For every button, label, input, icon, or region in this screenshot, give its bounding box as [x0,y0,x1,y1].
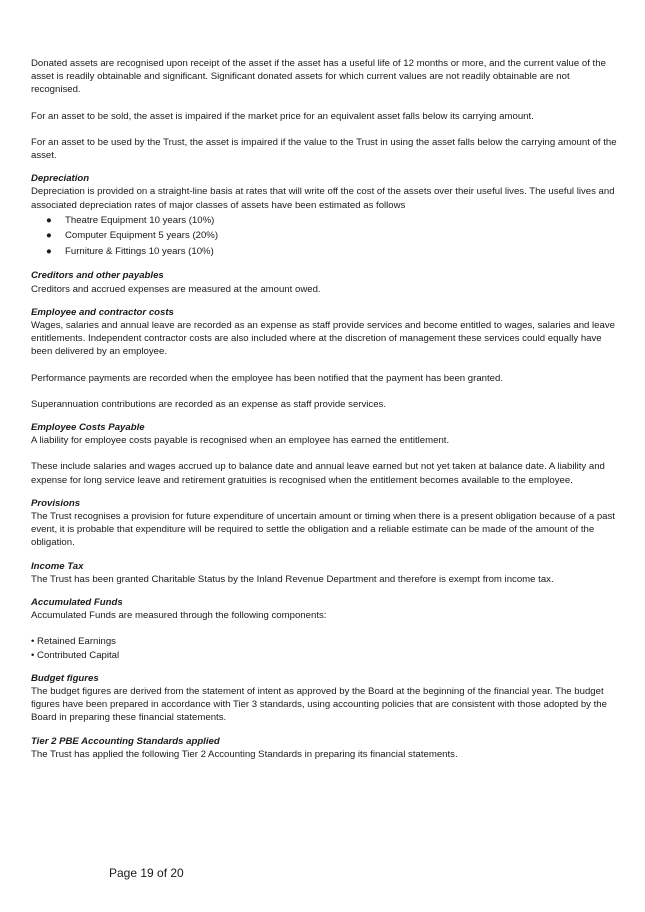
provisions-text: The Trust recognises a provision for future expenditure of uncertain amount or timing when there is a present obligation because of a past event, it is probable that expenditure will be required to settle the obligation and a reliable estimate can be made of the amount of the obligation. [31,510,615,549]
asset-sold-paragraph: For an asset to be sold, the asset is impaired if the market price for an equivalent asset falls below its carrying amount. [31,110,534,122]
accumulated-funds-list [31,635,621,661]
employee-costs-heading: Employee and contractor costs [31,306,174,318]
list-item: • Retained Earnings [31,636,116,648]
bullet-icon: ● [46,214,52,226]
budget-text: The budget figures are derived from the statement of intent as approved by the Board at the beginning of the financial year. The budget figures have been prepared in accordance with Tier 3 standards, using accounting policies that are consistent with those adopted by the Board in preparing these financial statements. [31,686,607,724]
income-tax-heading: Income Tax [31,560,84,572]
provisions-heading: Provisions [31,497,81,509]
employee-costs-paragraph-2: Performance payments are recorded when the employee has been notified that the payment has been granted. [31,372,503,384]
tier2-text: The Trust has applied the following Tier 2 Accounting Standards in preparing its financial statements. [31,748,458,760]
creditors-text: Creditors and accrued expenses are measured at the amount owed. [31,283,321,295]
document-body [31,57,621,761]
tier2-heading: Tier 2 PBE Accounting Standards applied [31,735,220,747]
employee-costs-paragraph-1: Wages, salaries and annual leave are recorded as an expense as staff provide services and become entitled to wages, salaries and leave entitlements. Independent contractor costs are also included where at the discretion of management these services could equally have been delivered by an employee. [31,319,615,358]
donated-assets-paragraph: Donated assets are recognised upon receipt of the asset if the asset has a useful life of 12 months or more, and the current value of the asset is readily obtainable and significant. Significant donated assets for which current values are not readily obtainable are not recognised. [31,58,606,96]
depreciation-heading: Depreciation [31,173,90,185]
creditors-heading: Creditors and other payables [31,270,164,282]
accumulated-funds-heading: Accumulated Funds [31,596,123,608]
income-tax-text: The Trust has been granted Charitable Status by the Inland Revenue Department and therefore is exempt from income tax. [31,573,554,585]
list-item: • Contributed Capital [31,649,120,661]
page-number: Page 19 of 20 [109,866,184,880]
list-item: ● Theatre Equipment 10 years (10%) [31,213,621,229]
employee-payable-paragraph-2: These include salaries and wages accrued up to balance date and annual leave earned but not yet taken at balance date. A liability and expense for long service leave and retirement gratuities is recognised when the entitlement becomes available to the employee. [31,461,605,486]
employee-payable-paragraph-1: A liability for employee costs payable is recognised when an employee has earned the entitlement. [31,435,450,447]
budget-heading: Budget figures [31,672,99,684]
employee-costs-paragraph-3: Superannuation contributions are recorded as an expense as staff provide services. [31,398,387,410]
depreciation-list [31,213,621,260]
accumulated-funds-text: Accumulated Funds are measured through the following components: [31,610,327,622]
list-item: ● Furniture & Fittings 10 years (10%) [31,244,621,260]
list-item: ● Computer Equipment 5 years (20%) [31,228,621,244]
bullet-icon: ● [46,245,52,257]
employee-payable-heading: Employee Costs Payable [31,421,145,433]
asset-used-paragraph: For an asset to be used by the Trust, the asset is impaired if the value to the Trust in using the asset falls below the carrying amount of the asset. [31,136,617,162]
depreciation-text: Depreciation is provided on a straight-line basis at rates that will write off the cost of the assets over their useful lives. The useful lives and associated depreciation rates of major classes of assets have been estimated as follows [31,186,615,211]
bullet-icon: ● [46,230,52,242]
